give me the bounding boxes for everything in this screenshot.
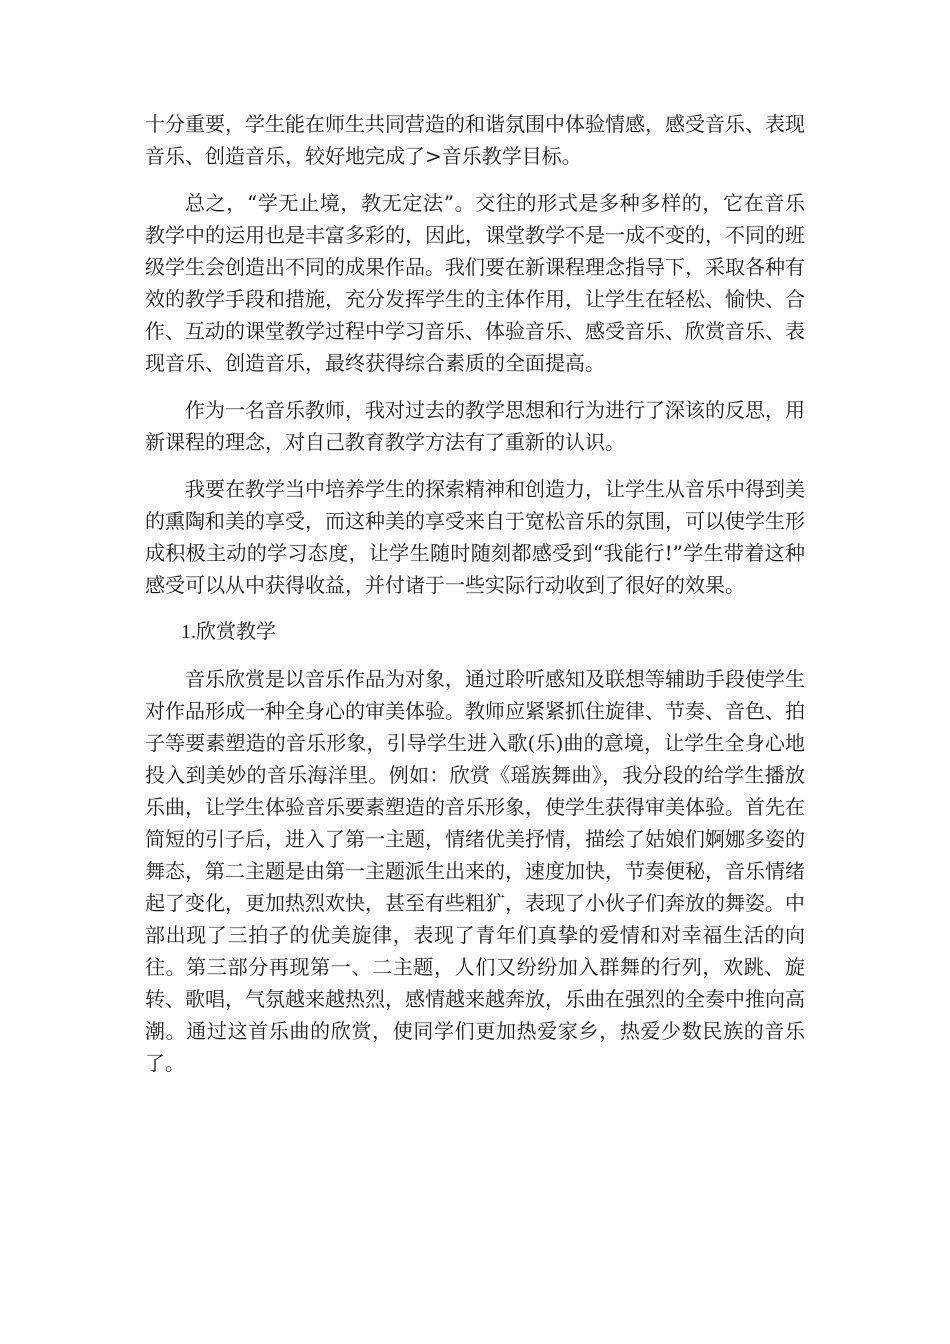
- paragraph-continuation: 十分重要，学生能在师生共同营造的和谐氛围中体验情感，感受音乐、表现音乐、创造音乐，较好地完成了>音乐教学目标。: [145, 112, 805, 168]
- paragraph-creativity: 我要在教学当中培养学生的探索精神和创造力，让学生从音乐中得到美的熏陶和美的享受，而这种美的享受来自于宽松音乐的氛围，可以使学生形成积极主动的学习态度，让学生随时随刻都感受到“我能行!”学生带着这种感受可以从中获得收益，并付诸于一些实际行动收到了很好的效果。: [145, 477, 805, 597]
- paragraph-appreciation: 音乐欣赏是以音乐作品为对象，通过聆听感知及联想等辅助手段使学生对作品形成一种全身心的审美体验。教师应紧紧抓住旋律、节奏、音色、拍子等要素塑造的音乐形象，引导学生进入歌(乐)曲的意境，让学生全身心地投入到美妙的音乐海洋里。例如：欣赏《瑶族舞曲》，我分段的给学生播放乐曲，让学生体验音乐要素塑造的音乐形象，使学生获得审美体验。首先在简短的引子后，进入了第一主题，情绪优美抒情，描绘了姑娘们婀娜多姿的舞态，第二主题是由第一主题派生出来的，速度加快，节奏便秘，音乐情绪起了变化，更加热烈欢快，甚至有些粗犷，表现了小伙子们奔放的舞姿。中部出现了三拍子的优美旋律，表现了青年们真挚的爱情和对幸福生活的向往。第三部分再现第一、二主题，人们又纷纷加入群舞的行列，欢跳、旋转、歌唱，气氛越来越热烈，感情越来越奔放，乐曲在强烈的全奏中推向高潮。通过这首乐曲的欣赏，使同学们更加热爱家乡，热爱少数民族的音乐了。: [145, 667, 805, 1075]
- paragraph-reflection: 作为一名音乐教师，我对过去的教学思想和行为进行了深该的反思，用新课程的理念，对自己教育教学方法有了重新的认识。: [145, 398, 805, 454]
- document-page: [145, 108, 805, 1094]
- paragraph-summary: 总之，“学无止境，教无定法”。交往的形式是多种多样的，它在音乐教学中的运用也是丰富多彩的，因此，课堂教学不是一成不变的，不同的班级学生会创造出不同的成果作品。我们要在新课程理念指导下，采取各种有效的教学手段和措施，充分发挥学生的主体作用，让学生在轻松、愉快、合作、互动的课堂教学过程中学习音乐、体验音乐、感受音乐、欣赏音乐、表现音乐、创造音乐，最终获得综合素质的全面提高。: [145, 191, 805, 375]
- section-heading: 1.欣赏教学: [181, 621, 276, 643]
